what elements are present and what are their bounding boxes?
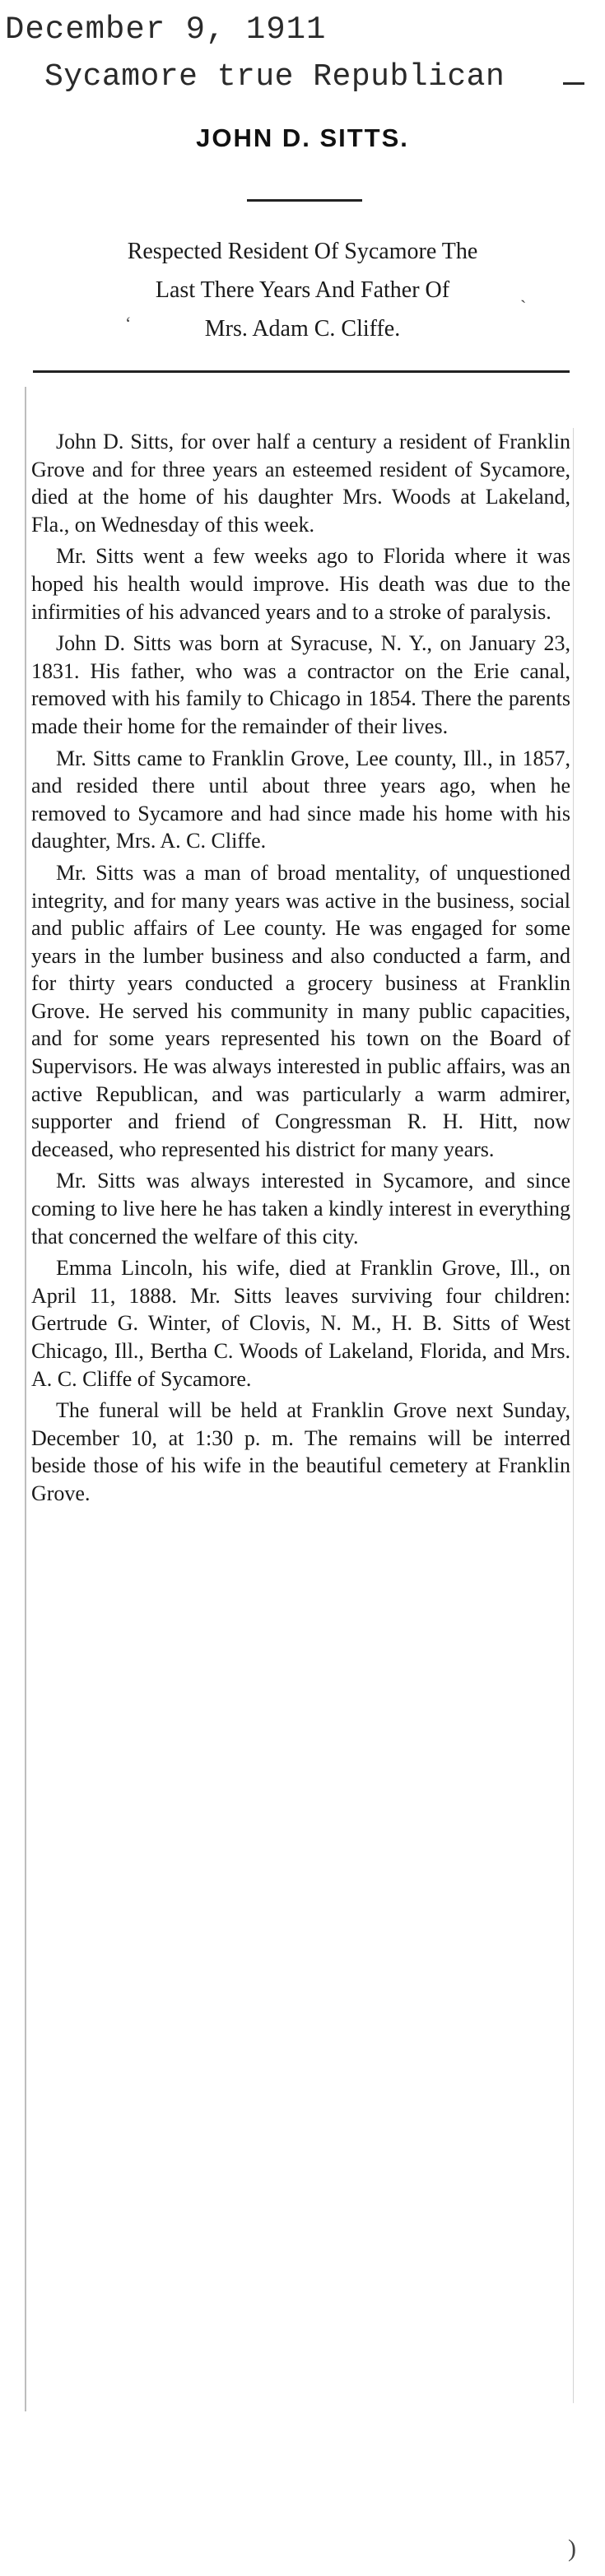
article-paragraph: John D. Sitts, for over half a century a resident of Franklin Grove and for three years an esteemed resident of Sycamore, died at the home of his daughter Mrs. Woods at Lakeland, Fla., on Wednesday of this week.: [31, 430, 570, 537]
print-smudge: ˴: [520, 288, 527, 309]
print-smudge: ‘: [125, 313, 132, 333]
headline: JOHN D. SITTS.: [196, 123, 409, 152]
article-body: [31, 428, 570, 1512]
article-paragraph: Mr. Sitts went a few weeks ago to Florida where it was hoped his health would improve. His death was due to the infirmities of his advanced years and to a stroke of paralysis.: [31, 544, 570, 624]
article-paragraph: Mr. Sitts came to Franklin Grove, Lee county, Ill., in 1857, and resided there until about three years ago, when he removed to Sycamore and had since made his home with his daughter, Mrs. A. C. Cliffe.: [31, 746, 570, 853]
clipping-source: Sycamore true Republican: [44, 59, 505, 95]
subheadline: [33, 232, 572, 348]
column-edge-right: [573, 428, 574, 2403]
subhead-line: Respected Resident Of Sycamore The: [127, 239, 478, 264]
article-paragraph: The funeral will be held at Franklin Grove next Sunday, December 10, at 1:30 p. m. The remains will be interred beside those of his wife in the beautiful cemetery at Franklin Grove.: [31, 1398, 570, 1505]
headline-rule: [247, 199, 362, 202]
article-paragraph: Emma Lincoln, his wife, died at Franklin Grove, Ill., on April 11, 1888. Mr. Sitts leaves surviving four children: Gertrude G. Winter, of Clovis, N. M., H. B. Sitts of West Chicago, Ill., Bertha C. Woods of Lakeland, Florida, and Mrs. A. C. Cliffe of Sycamore.: [31, 1256, 570, 1391]
margin-mark: ): [568, 2535, 576, 2562]
article-paragraph: John D. Sitts was born at Syracuse, N. Y., on January 23, 1831. His father, who was a contractor on the Erie canal, removed with his family to Chicago in 1854. There the parents made their home for the remainder of their lives.: [31, 631, 570, 738]
clipping-date: December 9, 1911: [5, 12, 327, 48]
subhead-line: Last There Years And Father Of: [155, 277, 450, 303]
article-paragraph: Mr. Sitts was always interested in Sycamore, and since coming to live here he has taken a kindly interest in everything that concerned the welfare of this city.: [31, 1169, 570, 1248]
section-rule: [33, 370, 570, 373]
article-paragraph: Mr. Sitts was a man of broad mentality, of unquestioned integrity, and for many years was active in the business, social and public affairs of Lee county. He was engaged for some years in the lumber business and also conducted a farm, and for thirty years conducted a grocery business at Franklin Grove. He served his community in many public capacities, and for some years represented his town on the Board of Supervisors. He was always interested in public affairs, was an active Republican, and was particularly a warm admirer, supporter and friend of Congressman R. H. Hitt, now deceased, who represented his district for many years.: [31, 860, 570, 1161]
column-edge-left: [25, 387, 26, 2411]
source-dash: [563, 82, 584, 85]
subhead-line: Mrs. Adam C. Cliffe.: [204, 316, 401, 342]
